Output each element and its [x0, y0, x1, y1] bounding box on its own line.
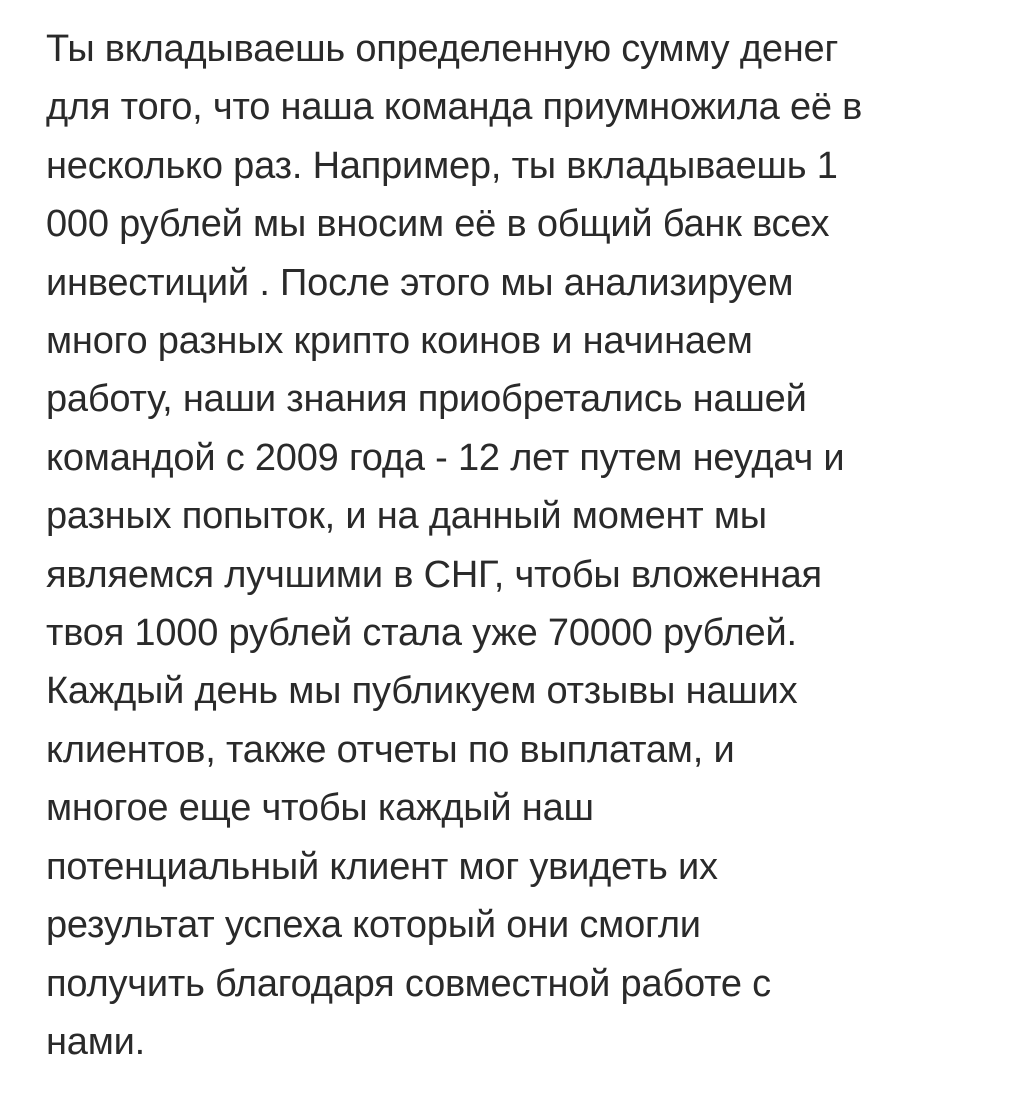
text-line: разных попыток, и на данный момент мы — [46, 495, 767, 538]
text-line: Ты вкладываешь определенную сумму денег — [46, 28, 839, 70]
text-line: для того, что наша команда приумножила её в — [46, 86, 863, 129]
text-line: инвестиций . После этого мы анализируем — [46, 261, 794, 304]
text-line: являемся лучшими в СНГ, чтобы вложенная — [46, 553, 822, 596]
text-line: получить благодаря совместной работе с — [46, 962, 771, 1005]
text-line: работу, наши знания приобретались нашей — [46, 378, 807, 421]
text-line: потенциальный клиент мог увидеть их — [46, 845, 718, 888]
text-line: многое еще чтобы каждый наш — [46, 787, 594, 830]
text-line: командой с 2009 года - 12 лет путем неудач и — [46, 436, 845, 479]
text-line: много разных крипто коинов и начинаем — [46, 320, 753, 363]
text-line: нами. — [46, 1020, 146, 1063]
text-line: несколько раз. Например, ты вкладываешь 1 — [46, 144, 838, 187]
text-line: клиентов, также отчеты по выплатам, и — [46, 728, 735, 771]
text-line: результат успеха который они смогли — [46, 904, 701, 947]
text-line: 000 рублей мы вносим её в общий банк всех — [46, 203, 830, 246]
text-line: Каждый день мы публикуем отзывы наших — [46, 670, 798, 713]
text-line: твоя 1000 рублей стала уже 70000 рублей. — [46, 612, 797, 655]
